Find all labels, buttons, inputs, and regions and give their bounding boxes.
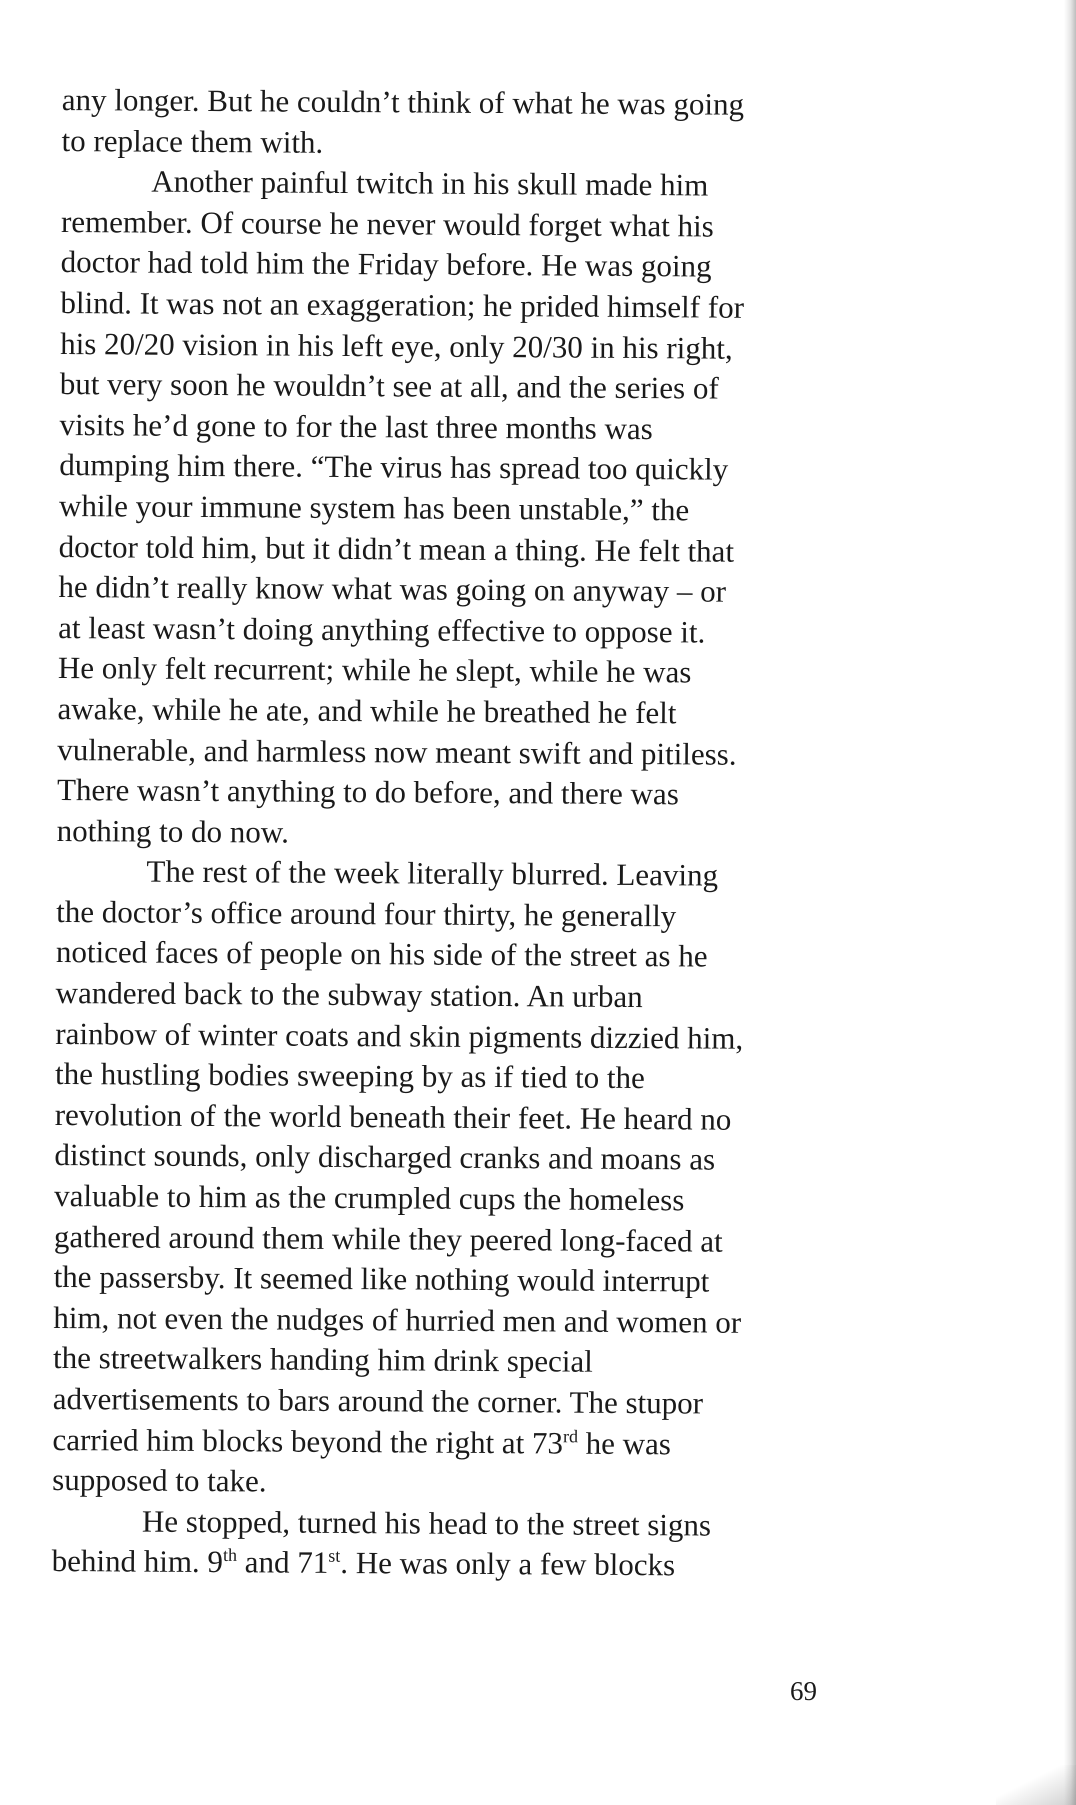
text-line: any longer. But he couldn’t think of what he was going <box>61 81 745 122</box>
text-line: He only felt recurrent; while he slept, while he was <box>57 650 692 690</box>
text-line: the doctor’s office around four thirty, he generally <box>56 893 677 934</box>
body-text <box>52 80 840 1587</box>
text-line: doctor had told him the Friday before. He was going <box>60 244 712 284</box>
line-text: carried him blocks beyond the right at 73 <box>52 1421 564 1461</box>
text-line: revolution of the world beneath their feet. He heard no <box>54 1096 732 1137</box>
ordinal-suffix: th <box>222 1545 238 1566</box>
text-line: The rest of the week literally blurred. Leaving <box>146 853 719 893</box>
text-line: visits he’d gone to for the last three months was <box>59 406 653 446</box>
text-line: but very soon he wouldn’t see at all, and the series of <box>59 366 719 406</box>
line-text: and 71 <box>236 1544 329 1581</box>
page-edge <box>1064 0 1076 1805</box>
text-line: dumping him there. “The virus has spread too quickly <box>59 447 729 488</box>
text-line: awake, while he ate, and while he breathed he felt <box>57 690 677 731</box>
text-line: doctor told him, but it didn’t mean a thing. He felt that <box>58 528 735 569</box>
text-line: the passersby. It seemed like nothing would interrupt <box>53 1259 710 1299</box>
text-line: He stopped, turned his head to the street signs <box>141 1503 712 1543</box>
text-line: blind. It was not an exaggeration; he prided himself for <box>60 284 745 325</box>
page-number: 69 <box>790 1676 817 1706</box>
text-line: supposed to take. <box>52 1462 267 1499</box>
text-line: noticed faces of people on his side of the street as he <box>55 934 708 974</box>
text-line: advertisements to bars around the corner. The stupor <box>52 1380 704 1421</box>
text-line: wandered back to the subway station. An urban <box>55 975 643 1015</box>
text-line: at least wasn’t doing anything effective to oppose it. <box>58 609 706 650</box>
text-line: vulnerable, and harmless now meant swift and pitiless. <box>57 731 737 772</box>
text-line: he didn’t really know what was going on anyway – or <box>58 569 727 609</box>
text-line: valuable to him as the crumpled cups the homeless <box>54 1178 685 1218</box>
line-text: behind him. 9 <box>51 1543 224 1580</box>
text-line: rainbow of winter coats and skin pigments dizzied him, <box>55 1015 744 1056</box>
text-line: the streetwalkers handing him drink special <box>52 1340 593 1380</box>
text-line <box>52 1541 830 1587</box>
text-line: the hustling bodies sweeping by as if tied to the <box>54 1056 645 1096</box>
line-text: . He was only a few blocks <box>340 1545 676 1583</box>
ordinal-suffix: rd <box>562 1425 579 1446</box>
line-text: he was <box>577 1425 672 1461</box>
text-line: remember. Of course he never would forget what his <box>60 203 714 244</box>
page-edge-shadow <box>996 1765 1076 1805</box>
text-line: to replace them with. <box>61 122 324 160</box>
text-line: his 20/20 vision in his left eye, only 20/30 in his right, <box>60 325 733 366</box>
text-line: There wasn’t anything to do before, and there was <box>56 772 679 812</box>
text-line: while your immune system has been unstable,” the <box>58 487 690 528</box>
text-line: him, not even the nudges of hurried men and women or <box>53 1299 742 1340</box>
text-line: gathered around them while they peered long-faced at <box>53 1218 723 1259</box>
text-line: distinct sounds, only discharged cranks and moans as <box>54 1137 716 1178</box>
ordinal-suffix: st <box>328 1545 341 1567</box>
text-line: Another painful twitch in his skull made him <box>151 163 709 203</box>
text-line: nothing to do now. <box>56 812 290 850</box>
text-line <box>52 1420 830 1466</box>
